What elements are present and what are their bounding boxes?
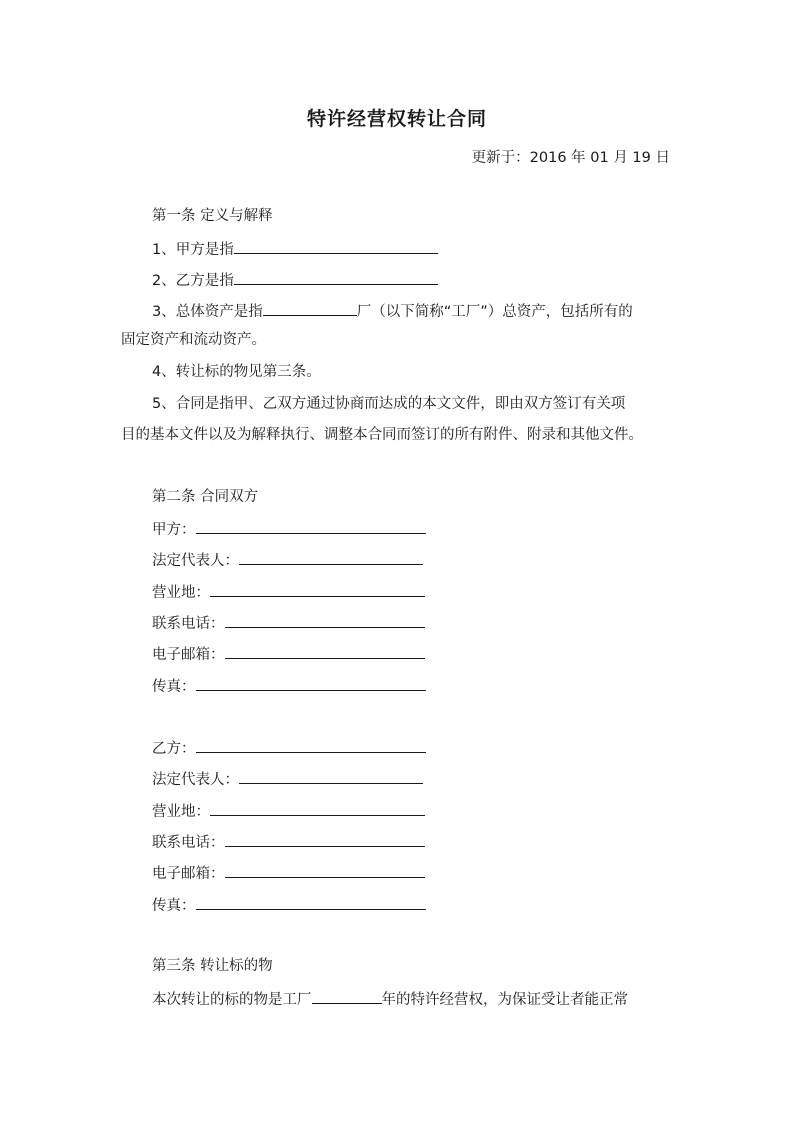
- party-b-address-blank[interactable]: [210, 800, 425, 816]
- party-b-email-blank[interactable]: [225, 862, 425, 878]
- party-b-phone-label: 联系电话：: [152, 835, 225, 851]
- party-b-phone-row: [152, 831, 425, 853]
- party-b-email-row: [152, 862, 425, 884]
- article3-text: [152, 988, 628, 1010]
- party-b-rep-blank[interactable]: [239, 768, 423, 784]
- party-b-address-label: 营业地：: [152, 804, 210, 820]
- item1-label: 1、甲方是指: [152, 242, 234, 258]
- party-a-name-label: 甲方：: [152, 522, 196, 538]
- party-b-address-row: [152, 800, 425, 822]
- party-b-name-label: 乙方：: [152, 741, 196, 757]
- party-a-email-label: 电子邮箱：: [152, 647, 225, 663]
- item3-blank[interactable]: [263, 300, 357, 316]
- party-b-email-label: 电子邮箱：: [152, 866, 225, 882]
- party-b-fax-blank[interactable]: [196, 894, 426, 910]
- party-a-name-row: [152, 518, 426, 540]
- article2-heading: 第二条 合同双方: [152, 489, 259, 505]
- article3-heading: 第三条 转让标的物: [152, 958, 273, 974]
- party-a-fax-label: 传真：: [152, 679, 196, 695]
- article1-item1: [152, 238, 438, 260]
- article3-years-blank[interactable]: [312, 988, 382, 1004]
- party-b-rep-row: [152, 768, 423, 790]
- party-a-rep-blank[interactable]: [239, 549, 423, 565]
- updated-date: 更新于：2016 年 01 月 19 日: [471, 150, 670, 166]
- article1-item3: [152, 300, 633, 322]
- document-title: 特许经营权转让合同: [306, 108, 487, 130]
- party-b-rep-label: 法定代表人：: [152, 772, 239, 788]
- party-b-phone-blank[interactable]: [225, 831, 425, 847]
- party-a-address-label: 营业地：: [152, 585, 210, 601]
- party-a-email-blank[interactable]: [225, 643, 425, 659]
- article3-text-b: 年的特许经营权，为保证受让者能正常: [381, 992, 628, 1008]
- party-a-phone-row: [152, 612, 425, 634]
- party-a-phone-blank[interactable]: [225, 612, 425, 628]
- party-a-fax-blank[interactable]: [196, 675, 426, 691]
- item3-rest: 厂（以下简称“工厂”）总资产，包括所有的: [356, 304, 633, 320]
- party-a-rep-label: 法定代表人：: [152, 553, 239, 569]
- party-a-rep-row: [152, 549, 423, 571]
- article1-item2: [152, 269, 438, 291]
- party-b-fax-label: 传真：: [152, 898, 196, 914]
- article1-item4: 4、转让标的物见第三条。: [152, 364, 321, 380]
- party-a-address-row: [152, 581, 425, 603]
- item2-label: 2、乙方是指: [152, 273, 234, 289]
- party-b-name-row: [152, 737, 426, 759]
- article1-heading: 第一条 定义与解释: [152, 208, 273, 224]
- party-b-name-blank[interactable]: [196, 737, 426, 753]
- party-a-fax-row: [152, 675, 426, 697]
- item3-label: 3、总体资产是指: [152, 304, 263, 320]
- article1-item5: 5、合同是指甲、乙双方通过协商而达成的本文文件，即由双方签订有关项: [152, 396, 626, 412]
- item1-blank[interactable]: [234, 238, 438, 254]
- party-a-phone-label: 联系电话：: [152, 616, 225, 632]
- article3-text-a: 本次转让的标的物是工厂: [152, 992, 312, 1008]
- party-b-fax-row: [152, 894, 426, 916]
- party-a-address-blank[interactable]: [210, 581, 425, 597]
- article1-item5-cont: 目的基本文件以及为解释执行、调整本合同而签订的所有附件、附录和其他文件。: [121, 427, 643, 443]
- item2-blank[interactable]: [234, 269, 438, 285]
- party-a-email-row: [152, 643, 425, 665]
- party-a-name-blank[interactable]: [196, 518, 426, 534]
- article1-item3-cont: 固定资产和流动资产。: [121, 332, 266, 348]
